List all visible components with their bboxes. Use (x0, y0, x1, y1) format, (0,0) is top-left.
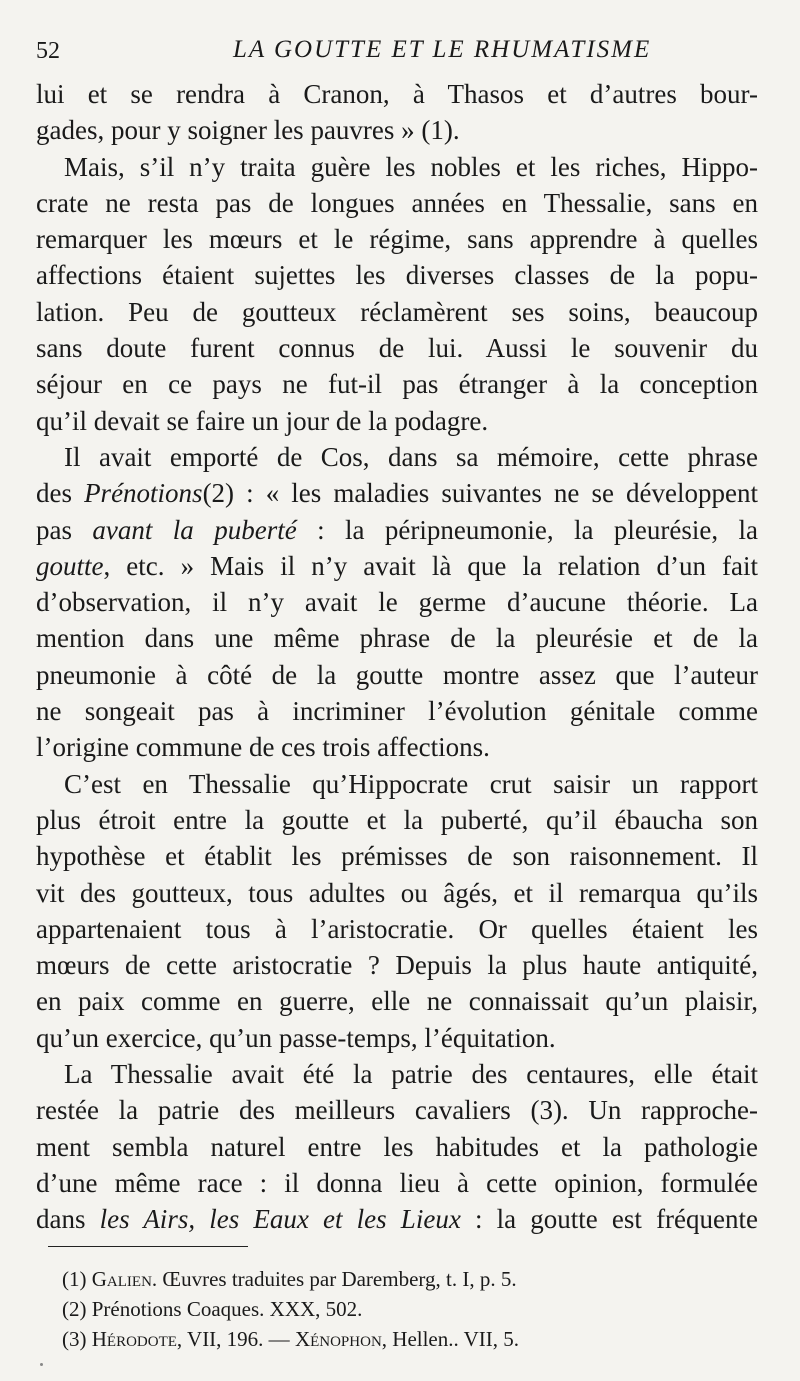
text-line: d’une même race : il donna lieu à cette opinion, formulée (36, 1167, 758, 1198)
footnote (62, 1324, 762, 1354)
text-segment: des (36, 478, 85, 509)
text-segment: : la goutte est fréquente (460, 1204, 759, 1235)
text-line: crate ne resta pas de longues années en Thessalie, sans en (36, 187, 758, 218)
footnote-text: Prénotions Coaques. XXX, 502. (86, 1297, 363, 1321)
italic-text: goutte (36, 550, 104, 581)
text-line: La Thessalie avait été la patrie des centaures, elle était (64, 1059, 758, 1090)
text-line: pneumonie à côté de la goutte montre assez que l’auteur (36, 659, 758, 690)
footnote-text: VII, 196. — (182, 1327, 295, 1351)
text-line: sans doute furent connus de lui. Aussi le souvenir du (36, 333, 758, 364)
text-segment: (2) : « les maladies suivantes ne se développent (202, 478, 758, 509)
footnote (62, 1264, 762, 1294)
page-speck (40, 1363, 43, 1366)
footnote (62, 1294, 762, 1324)
text-line: affections étaient sujettes les diverses classes de la popu- (36, 260, 758, 291)
footnote-author: Xénophon, (294, 1327, 388, 1351)
text-line: lation. Peu de goutteux réclamèrent ses soins, beaucoup (36, 296, 758, 327)
text-line: restée la patrie des meilleurs cavaliers (3). Un rapproche- (36, 1095, 758, 1126)
footnote-number: (3) (62, 1327, 87, 1351)
text-line (36, 475, 758, 511)
footnote-rule (48, 1246, 248, 1247)
text-line: ne songeait pas à incriminer l’évolution génitale comme (36, 696, 758, 727)
footnote-number: (2) (62, 1297, 87, 1321)
text-line (36, 1201, 758, 1237)
footnote-text: Hellen.. VII, 5. (387, 1327, 520, 1351)
page-header (28, 30, 788, 70)
footnote-author: Galien. (86, 1267, 158, 1291)
text-line (36, 512, 758, 548)
italic-text: avant la puberté (92, 514, 297, 545)
text-line: C’est en Thessalie qu’Hippocrate crut saisir un rapport (64, 768, 758, 799)
text-line: plus étroit entre la goutte et la puberté, qu’il ébaucha son (36, 804, 758, 835)
body-text (36, 76, 758, 1238)
text-line: mœurs de cette aristocratie ? Depuis la plus haute antiquité, (36, 950, 758, 981)
footnote-author: Hérodote, (86, 1327, 183, 1351)
text-line: gades, pour y soigner les pauvres » (1). (36, 115, 460, 146)
running-title: LA GOUTTE ET LE RHUMATISME (233, 36, 652, 63)
text-line: vit des goutteux, tous adultes ou âgés, et il remarqua qu’ils (36, 877, 758, 908)
text-segment: pas (36, 514, 93, 545)
text-line: lui et se rendra à Cranon, à Thasos et d’autres bour- (36, 79, 758, 109)
text-line: ment sembla naturel entre les habitudes et la pathologie (36, 1131, 758, 1162)
text-line: mention dans une même phrase de la pleurésie et de la (36, 623, 758, 654)
italic-text: les Airs, les Eaux et les Lieux (99, 1204, 461, 1235)
text-segment: : la péripneumonie, la pleurésie, la (296, 514, 758, 545)
text-line: Mais, s’il n’y traita guère les nobles et les riches, Hippo- (64, 151, 758, 182)
text-line: séjour en ce pays ne fut-il pas étranger à la conception (36, 369, 758, 400)
text-segment: dans (36, 1204, 100, 1235)
text-line: Il avait emporté de Cos, dans sa mémoire, cette phrase (64, 441, 758, 472)
text-line: remarquer les mœurs et le régime, sans apprendre à quelles (36, 224, 758, 255)
text-line: l’origine commune de ces trois affections. (36, 732, 490, 763)
text-line: hypothèse et établit les prémisses de son raisonnement. Il (36, 841, 758, 872)
text-segment: , etc. » Mais il n’y avait là que la relation d’un fait (103, 550, 758, 581)
text-line: en paix comme en guerre, elle ne connaissait qu’un plaisir, (36, 986, 758, 1017)
text-line: qu’il devait se faire un jour de la podagre. (36, 405, 489, 436)
text-line: qu’un exercice, qu’un passe-temps, l’équitation. (36, 1022, 556, 1053)
footnote-number: (1) (62, 1267, 87, 1291)
italic-text: Prénotions (84, 478, 203, 509)
text-line: appartenaient tous à l’aristocratie. Or quelles étaient les (36, 913, 758, 944)
text-line: d’observation, il n’y avait le germe d’aucune théorie. La (36, 587, 758, 618)
footnotes (62, 1264, 762, 1354)
page-number: 52 (36, 38, 60, 64)
text-line (36, 548, 758, 584)
footnote-text: Œuvres traduites par Daremberg, t. I, p. 5. (157, 1267, 517, 1291)
